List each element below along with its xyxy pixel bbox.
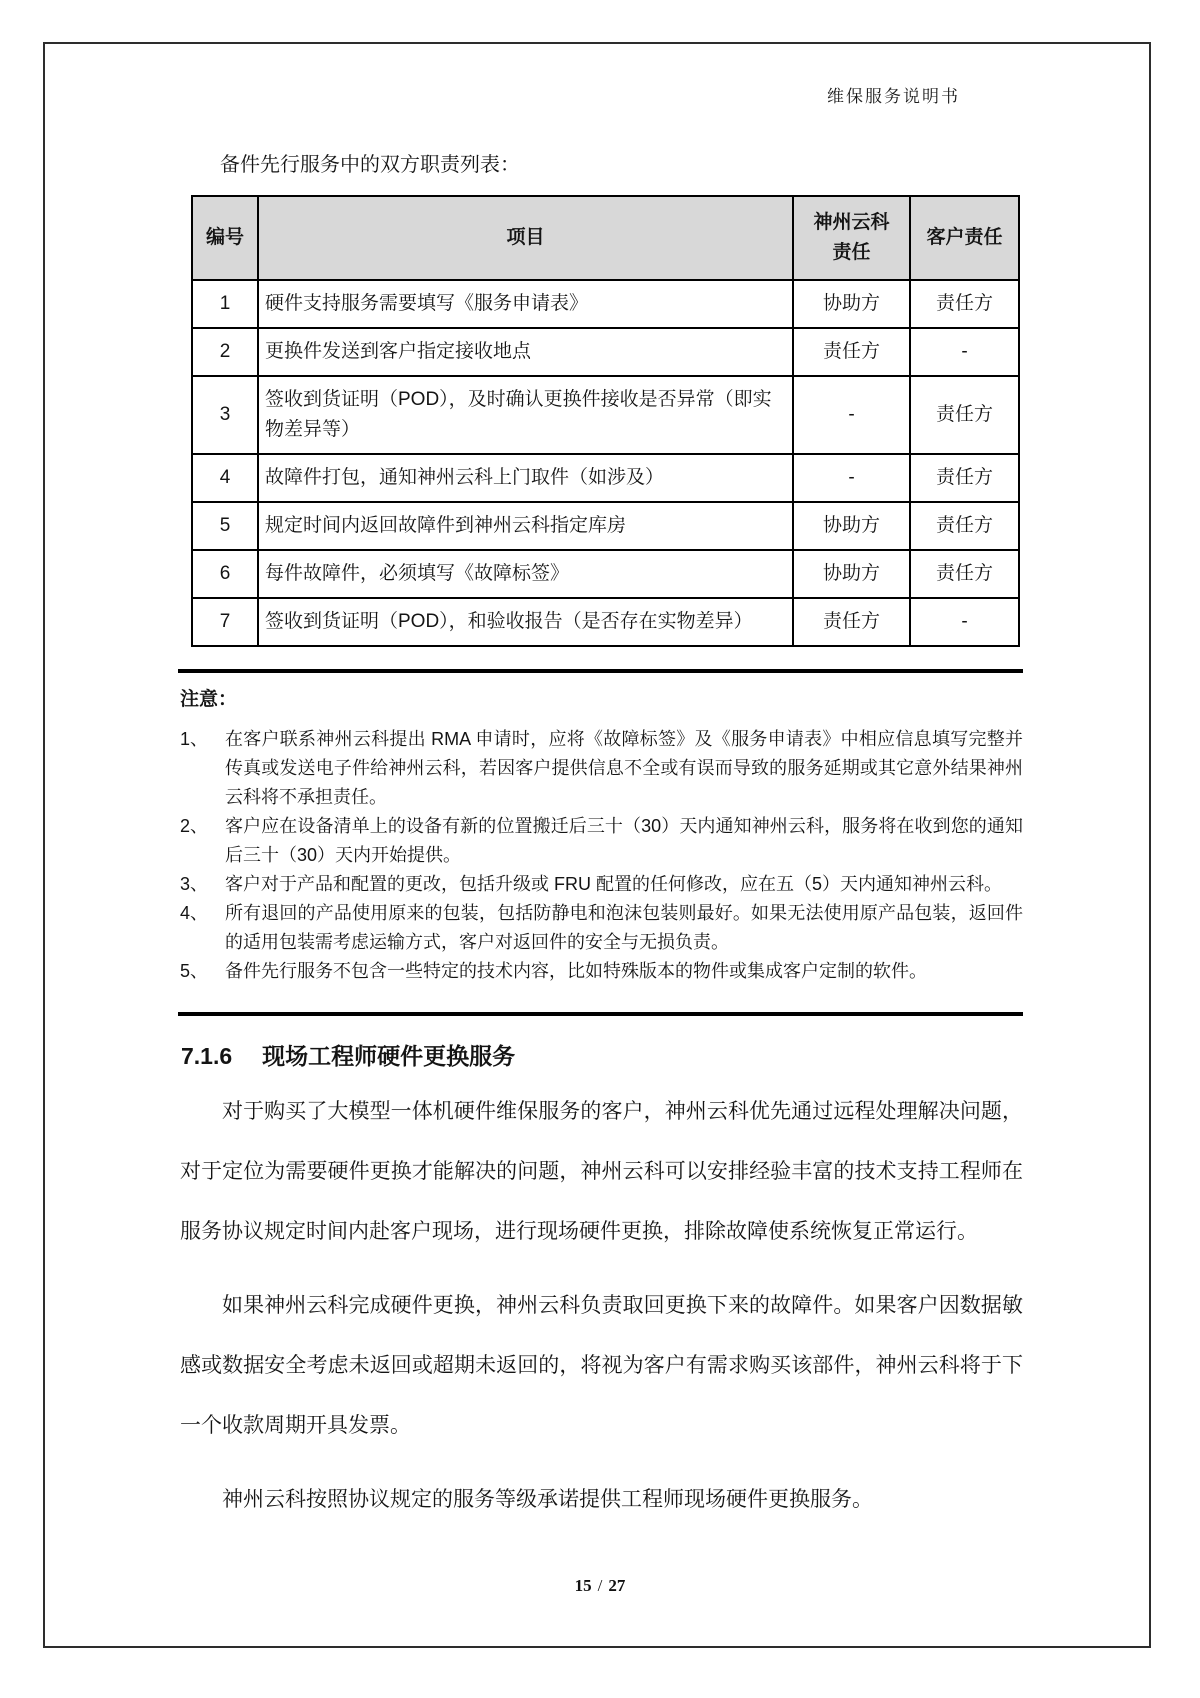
- cell-customer-responsibility: -: [910, 598, 1019, 646]
- cell-item: 每件故障件，必须填写《故障标签》: [258, 550, 793, 598]
- cell-item: 签收到货证明（POD），和验收报告（是否存在实物差异）: [258, 598, 793, 646]
- cell-customer-responsibility: 责任方: [910, 454, 1019, 502]
- table-row: [192, 328, 1019, 376]
- cell-no: 7: [192, 598, 258, 646]
- cell-no: 1: [192, 280, 258, 328]
- cell-no: 3: [192, 376, 258, 454]
- table-intro-text: 备件先行服务中的双方职责列表：: [220, 154, 520, 176]
- note-number: 3、: [180, 874, 209, 894]
- cell-vendor-responsibility: -: [793, 454, 910, 502]
- page-number-footer: [0, 1576, 1200, 1596]
- note-number: 1、: [180, 729, 209, 749]
- cell-customer-responsibility: 责任方: [910, 502, 1019, 550]
- table-row: [192, 550, 1019, 598]
- cell-vendor-responsibility: -: [793, 376, 910, 454]
- table-header-row: [192, 196, 1019, 280]
- body-paragraph: 神州云科按照协议规定的服务等级承诺提供工程师现场硬件更换服务。: [222, 1488, 873, 1511]
- cell-item: 签收到货证明（POD），及时确认更换件接收是否异常（即实物差异等）: [258, 376, 793, 454]
- body-paragraph: 对于购买了大模型一体机硬件维保服务的客户，神州云科优先通过远程处理解决问题，对于定位为需要硬件更换才能解决的问题，神州云科可以安排经验丰富的技术支持工程师在服务协议规定时间内赴客户现场，进行现场硬件更换，排除故障使系统恢复正常运行。: [180, 1100, 1023, 1243]
- header-cell-no: 编号: [192, 196, 258, 280]
- notes-block: [180, 684, 1023, 986]
- content-area: [180, 148, 1023, 647]
- body-paragraph: 如果神州云科完成硬件更换，神州云科负责取回更换下来的故障件。如果客户因数据敏感或数据安全考虑未返回或超期未返回的，将视为客户有需求购买该部件，神州云科将于下一个收款周期开具发票。: [180, 1294, 1023, 1437]
- cell-customer-responsibility: 责任方: [910, 280, 1019, 328]
- cell-vendor-responsibility: 责任方: [793, 328, 910, 376]
- cell-vendor-responsibility: 协助方: [793, 502, 910, 550]
- table-row: [192, 502, 1019, 550]
- cell-vendor-responsibility: 协助方: [793, 280, 910, 328]
- table-row: [192, 454, 1019, 502]
- document-header-title: 维保服务说明书: [827, 87, 960, 106]
- section-divider-line: [178, 669, 1023, 673]
- note-number: 4、: [180, 903, 209, 923]
- page-number-separator: /: [597, 1576, 603, 1595]
- cell-customer-responsibility: 责任方: [910, 550, 1019, 598]
- cell-customer-responsibility: -: [910, 328, 1019, 376]
- header-cell-item: 项目: [258, 196, 793, 280]
- section-divider-line: [178, 1012, 1023, 1016]
- cell-item: 硬件支持服务需要填写《服务申请表》: [258, 280, 793, 328]
- header-cell-vendor-line1: 神州云科: [813, 212, 890, 233]
- table-row: [192, 280, 1019, 328]
- total-page-number: 27: [608, 1576, 626, 1595]
- cell-no: 4: [192, 454, 258, 502]
- cell-item: 故障件打包，通知神州云科上门取件（如涉及）: [258, 454, 793, 502]
- cell-no: 6: [192, 550, 258, 598]
- current-page-number: 15: [574, 1576, 592, 1595]
- note-item: [180, 812, 1023, 870]
- table-row: [192, 376, 1019, 454]
- cell-customer-responsibility: 责任方: [910, 376, 1019, 454]
- cell-item: 更换件发送到客户指定接收地点: [258, 328, 793, 376]
- note-text: 客户对于产品和配置的更改，包括升级或 FRU 配置的任何修改，应在五（5）天内通知神州云科。: [225, 874, 1003, 894]
- note-text: 所有退回的产品使用原来的包装，包括防静电和泡沫包装则最好。如果无法使用原产品包装，返回件的适用包装需考虑运输方式，客户对返回件的安全与无损负责。: [225, 903, 1023, 952]
- cell-vendor-responsibility: 协助方: [793, 550, 910, 598]
- section-title: 现场工程师硬件更换服务: [262, 1043, 516, 1069]
- header-cell-customer: 客户责任: [910, 196, 1019, 280]
- note-text: 备件先行服务不包含一些特定的技术内容，比如特殊版本的物件或集成客户定制的软件。: [225, 961, 927, 981]
- section-heading: [181, 1038, 1023, 1071]
- header-cell-vendor-line2: 责任: [832, 242, 871, 263]
- header-cell-vendor: [793, 196, 910, 280]
- cell-no: 2: [192, 328, 258, 376]
- body-paragraphs: [180, 1082, 1023, 1530]
- note-item: [180, 870, 1023, 899]
- note-number: 5、: [180, 961, 209, 981]
- cell-vendor-responsibility: 责任方: [793, 598, 910, 646]
- note-item: [180, 957, 1023, 986]
- note-text: 在客户联系神州云科提出 RMA 申请时，应将《故障标签》及《服务申请表》中相应信息填写完整并传真或发送电子件给神州云科，若因客户提供信息不全或有误而导致的服务延期或其它意外结果神州云科将不承担责任。: [225, 729, 1023, 807]
- note-item: [180, 899, 1023, 957]
- table-row: [192, 598, 1019, 646]
- responsibilities-table: [191, 195, 1020, 647]
- section-number: 7.1.6: [181, 1043, 233, 1069]
- note-item: [180, 725, 1023, 812]
- note-number: 2、: [180, 816, 209, 836]
- cell-no: 5: [192, 502, 258, 550]
- cell-item: 规定时间内返回故障件到神州云科指定库房: [258, 502, 793, 550]
- notes-label: 注意：: [180, 689, 238, 710]
- note-text: 客户应在设备清单上的设备有新的位置搬迁后三十（30）天内通知神州云科，服务将在收到您的通知后三十（30）天内开始提供。: [225, 816, 1023, 865]
